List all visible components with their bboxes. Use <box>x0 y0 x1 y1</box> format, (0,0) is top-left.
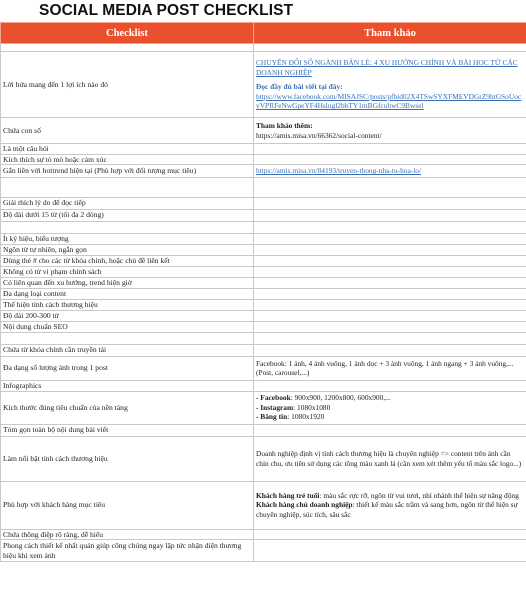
checklist-header: Checklist <box>1 23 254 44</box>
table-row <box>1 299 526 310</box>
checklist-item[interactable]: Đa dạng số lượng ảnh trong 1 post <box>1 356 254 380</box>
table-row <box>1 424 526 436</box>
page-title: SOCIAL MEDIA POST CHECKLIST <box>39 2 294 19</box>
table-row <box>1 310 526 321</box>
reference-label: Đọc đầy đủ bài viết tại đây: <box>256 82 343 92</box>
checklist-item[interactable]: Là một câu hỏi <box>1 144 254 155</box>
table-row <box>1 436 526 481</box>
table-row <box>1 118 526 144</box>
reference-url[interactable]: https://www.facebook.com/MISAJSC/posts/pfbid02X4TSwSYXFMEVDGrZ9htGSoUocyVPRFeNwGpeYF4Hslugl2bbTY1mBGfcuhwC9Bwsel <box>256 91 522 111</box>
table-row <box>1 209 526 221</box>
platform-sizes: : 1080x1080 <box>293 402 331 412</box>
checklist-item[interactable]: Nội dung chuẩn SEO <box>1 321 254 332</box>
table-row <box>1 52 526 118</box>
table-row <box>1 391 526 424</box>
audience-label: Khách hàng chủ doanh nghiệp <box>256 500 353 510</box>
blank-row <box>1 332 526 344</box>
platform-sizes: : 900x900, 1200x800, 600x900,... <box>290 393 391 403</box>
table-row <box>1 277 526 288</box>
checklist-item[interactable]: Ít ký hiệu, biểu tượng <box>1 233 254 244</box>
table-row <box>1 540 526 562</box>
table-row <box>1 529 526 540</box>
audience-text: : màu sắc rực rỡ, ngôn từ vui tươi, nhí nhảnh thể hiện sự năng động <box>319 490 519 500</box>
blank-row <box>1 221 526 233</box>
table-row <box>1 481 526 529</box>
table-row <box>1 154 526 165</box>
checklist-table <box>0 22 526 562</box>
reference-header: Tham khảo <box>254 23 526 44</box>
table-row <box>1 255 526 266</box>
reference-cell <box>254 52 526 118</box>
table-row <box>1 244 526 255</box>
checklist-item[interactable]: Phong cách thiết kế nhất quán giúp công chúng ngay lập tức nhận diện thương hiệu khi xem ảnh <box>1 540 254 562</box>
reference-cell <box>254 118 526 144</box>
table-row <box>1 380 526 391</box>
checklist-item[interactable]: Không có từ vi phạm chính sách <box>1 266 254 277</box>
checklist-item[interactable]: Infographics <box>1 380 254 391</box>
reference-text: Doanh nghiệp định vị tính cách thương hiệu là chuyên nghiệp => content trên ảnh cần chỉn chu, ưu tiên sử dụng các tông màu xanh lá (cần xem xét thêm yếu tố màu sắc logo...) <box>254 436 526 481</box>
checklist-item[interactable]: Dùng thẻ # cho các từ khóa chính, hoặc chủ đề liên kết <box>1 255 254 266</box>
audience-text: : thiết kế màu sắc trầm và sang hơn, ngôn từ thể hiện sự chuyên nghiệp, súc tích, sâu sắc <box>256 500 518 519</box>
checklist-item[interactable]: Thể hiện tính cách thương hiệu <box>1 299 254 310</box>
checklist-item[interactable]: Lời hứa mang đến 1 lợi ích nào đó <box>1 52 254 118</box>
table-row <box>1 144 526 155</box>
platform-label: - Instagram <box>256 402 294 412</box>
reference-url[interactable]: https://amis.misa.vn/66362/social-content/ <box>256 130 382 140</box>
checklist-item[interactable]: Tóm gọn toàn bộ nội dung bài viết <box>1 424 254 436</box>
table-row <box>1 288 526 299</box>
checklist-item[interactable]: Phù hợp với khách hàng mục tiêu <box>1 481 254 529</box>
checklist-item[interactable]: Chứa từ khóa chính cần truyền tải <box>1 344 254 356</box>
checklist-item[interactable]: Đa dạng loại content <box>1 288 254 299</box>
checklist-item[interactable]: Kích thích sự tò mò hoặc cảm xúc <box>1 154 254 165</box>
table-row <box>1 266 526 277</box>
checklist-item[interactable]: Gắn liền với hottrend hiện tại (Phù hợp với đối tượng mục tiêu) <box>1 165 254 177</box>
checklist-item[interactable]: Ngôn từ tự nhiên, ngắn gọn <box>1 244 254 255</box>
table-row <box>1 233 526 244</box>
checklist-item[interactable]: Chứa thông điệp rõ ràng, dễ hiểu <box>1 529 254 540</box>
table-row <box>1 321 526 332</box>
table-row <box>1 165 526 177</box>
blank-row <box>1 177 526 197</box>
checklist-item[interactable]: Làm nổi bật tính cách thương hiệu <box>1 436 254 481</box>
checklist-item[interactable]: Chứa con số <box>1 118 254 144</box>
platform-label: - Băng tin <box>256 412 288 422</box>
table-row <box>1 197 526 209</box>
checklist-item[interactable]: Độ dài dưới 15 từ (tối đa 2 dòng) <box>1 209 254 221</box>
audience-label: Khách hàng trẻ tuổi <box>256 490 320 500</box>
checklist-item[interactable]: Độ dài 200-300 từ <box>1 310 254 321</box>
platform-label: - Facebook <box>256 393 291 403</box>
reference-cell <box>254 391 526 424</box>
reference-url[interactable]: https://amis.misa.vn/84193/truyen-thong-nha-tu-hoa-lo/ <box>254 165 526 177</box>
blank-row <box>1 44 526 52</box>
platform-sizes: : 1080x1920 <box>287 412 325 422</box>
reference-label: Tham khảo thêm: <box>256 121 313 131</box>
checklist-item[interactable]: Có liên quan đến xu hướng, trend hiện giờ <box>1 277 254 288</box>
table-row <box>1 356 526 380</box>
reference-link[interactable]: CHUYỂN ĐỔI SỐ NGÀNH BÁN LẺ: 4 XU HƯỚNG CHÍNH VÀ BÀI HỌC TỪ CÁC DOANH NGHIỆP <box>256 58 518 77</box>
reference-cell <box>254 481 526 529</box>
table-row <box>1 344 526 356</box>
checklist-item[interactable]: Kích thước đúng tiêu chuẩn của nền tảng <box>1 391 254 424</box>
reference-text: Facebook: 1 ảnh, 4 ảnh vuông, 1 ảnh dọc + 3 ảnh vuông, 1 ảnh ngang + 3 ảnh vuông,... (Post, carousel,...) <box>254 356 526 380</box>
checklist-item[interactable]: Giải thích lý do để đọc tiếp <box>1 197 254 209</box>
